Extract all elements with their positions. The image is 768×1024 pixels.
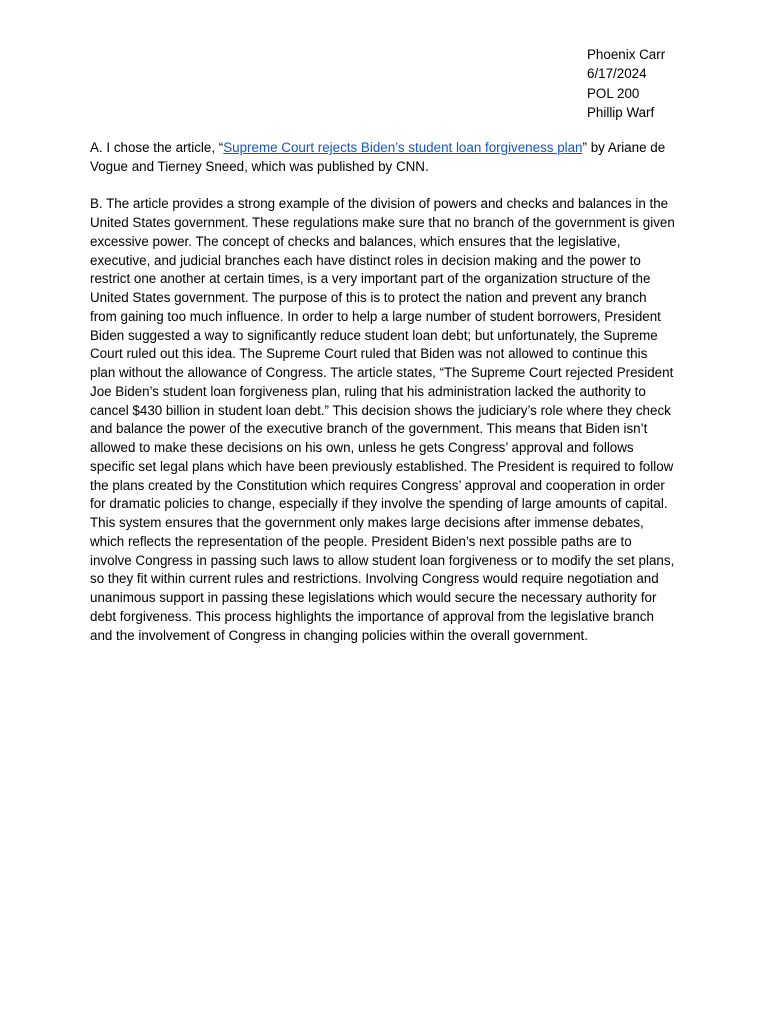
article-link[interactable]: Supreme Court rejects Biden’s student loan forgiveness plan bbox=[223, 140, 583, 155]
course-code: POL 200 bbox=[587, 85, 640, 101]
paragraph-a-prefix: A. I chose the article, “ bbox=[90, 140, 224, 155]
paragraph-a bbox=[90, 139, 676, 177]
paragraph-b: B. The article provides a strong example of the division of powers and checks and balances in the United States government. These regulations make sure that no branch of the government is given excessive power. The concept of checks and balances, which ensures that the legislative, executive, and judicial branches each have distinct roles in decision making and the power to restrict one another at certain times, is a very important part of the organization structure of the United States government. The purpose of this is to protect the nation and prevent any branch from gaining too much influence. In order to help a large number of student borrowers, President Biden suggested a way to significantly reduce student loan debt; but unfortunately, the Supreme Court ruled out this idea. The Supreme Court ruled that Biden was not allowed to continue this plan without the allowance of Congress. The article states, “The Supreme Court rejected President Joe Biden’s student loan forgiveness plan, ruling that his administration lacked the authority to cancel $430 billion in student loan debt.” This decision shows the judiciary’s role where they check and balance the power of the executive branch of the government. This means that Biden isn’t allowed to make these decisions on his own, unless he gets Congress’ approval and follows specific set legal plans which have been previously established. The President is required to follow the plans created by the Constitution which requires Congress’ approval and cooperation in order for dramatic policies to change, especially if they involve the spending of large amounts of capital. This system ensures that the government only makes large decisions after immense debates, which reflects the representation of the people. President Biden’s next possible paths are to involve Congress in passing such laws to allow student loan forgiveness or to modify the set plans, so they fit within current rules and restrictions. Involving Congress would require negotiation and unanimous support in passing these legislations which would secure the necessary authority for debt forgiveness. This process highlights the importance of approval from the legislative branch and the involvement of Congress in changing policies within the overall government. bbox=[90, 196, 675, 643]
document-body bbox=[90, 139, 676, 664]
date: 6/17/2024 bbox=[587, 66, 647, 82]
paragraph-a-suffix: ” by Ariane de Vogue and Tierney Sneed, which was published by CNN. bbox=[90, 140, 666, 174]
author-name: Phoenix Carr bbox=[587, 47, 666, 62]
header-block bbox=[587, 45, 665, 122]
instructor-name: Phillip Warf bbox=[587, 104, 655, 120]
